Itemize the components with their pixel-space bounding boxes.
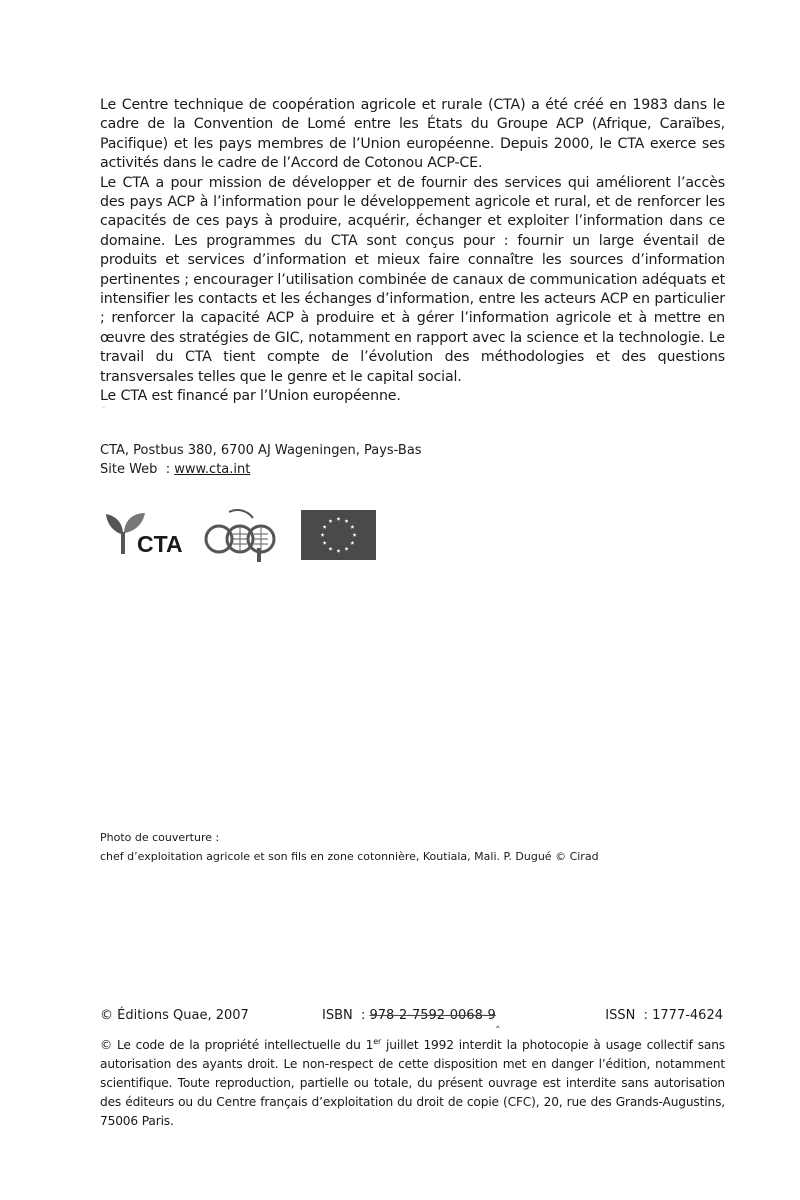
legal-notice	[100, 1036, 725, 1131]
eu-flag-logo	[301, 510, 376, 560]
cta-logo	[103, 510, 187, 556]
address-block	[100, 441, 422, 479]
legal-text-rest: juillet 1992 interdit la photocopie à usage collectif sans autorisation des ayants droit. Le non-respect de cette disposition met en danger l’édition, notamment scientifique. Toute reproduction, partielle ou totale, du présent ouvrage est interdite sans autorisation des éditeurs ou du Centre français d’exploitation du droit de copie (CFC), 20, rue des Grands-Augustins, 75006 Paris.	[100, 1038, 726, 1128]
cover-photo-caption: chef d’exploitation agricole et son fils en zone cotonnière, Koutiala, Mali. P. Dugué © Cirad	[100, 850, 599, 863]
copyright-notice: © Éditions Quae, 2007	[100, 1008, 249, 1023]
cover-photo-label: Photo de couverture :	[100, 831, 220, 844]
intro-text	[100, 96, 725, 407]
website-link[interactable]: www.cta.int	[174, 462, 251, 477]
website-label: Site Web :	[100, 462, 175, 477]
acp-logo-text: acp	[103, 408, 105, 409]
isbn	[322, 1008, 500, 1028]
intro-paragraph: Le CTA a pour mission de développer et de fournir des services qui améliorent l’accès des pays ACP à l’information pour le développement agricole et rural, et de renforcer les capacités de ces pays à produire, acquérir, échanger et exploiter l’information dans ce domaine. Les programmes du CTA sont conçus pour : fournir un large éventail de produits et services d’information et mieux faire connaître les sources d’information pertinentes ; encourager l’utilisation combinée de canaux de communication adéquats et intensifier les contacts et les échanges d’information, entre les acteurs ACP en particulier ; renforcer la capacité ACP à produire et à gérer l’information agricole et à mettre en œuvre des stratégies de GIC, notamment en rapport avec la science et la technologie. Le travail du CTA tient compte de l’évolution des méthodologies et des questions transversales telles que le genre et le capital social.	[100, 174, 725, 385]
intro-paragraph: Le CTA est financé par l’Union européenne.	[100, 388, 401, 405]
isbn-number: 978-2-7592-0068-9	[369, 1008, 496, 1023]
intro-paragraph: Le Centre technique de coopération agricole et rurale (CTA) a été créé en 1983 dans le cadre de la Convention de Lomé entre les États du Groupe ACP (Afrique, Caraïbes, Pacifique) et les pays membres de l’Union européenne. Depuis 2000, le CTA exerce ses activités dans le cadre de l’Accord de Cotonou ACP-CE.	[100, 97, 725, 172]
issn: ISSN : 1777-4624	[605, 1008, 723, 1023]
publication-info	[100, 1008, 725, 1028]
postal-address: CTA, Postbus 380, 6700 AJ Wageningen, Pays-Bas	[100, 443, 422, 458]
cta-logo-text: CTA	[137, 531, 183, 557]
insertion-caret-icon: ‸	[495, 1014, 500, 1028]
isbn-label: ISBN :	[322, 1008, 370, 1023]
cover-photo-credit	[100, 828, 599, 866]
isbn-value-struck	[369, 1008, 500, 1028]
legal-superscript: er	[373, 1037, 382, 1046]
legal-text-start: © Le code de la propriété intellectuelle du 1	[100, 1038, 374, 1052]
website-line	[100, 460, 422, 479]
